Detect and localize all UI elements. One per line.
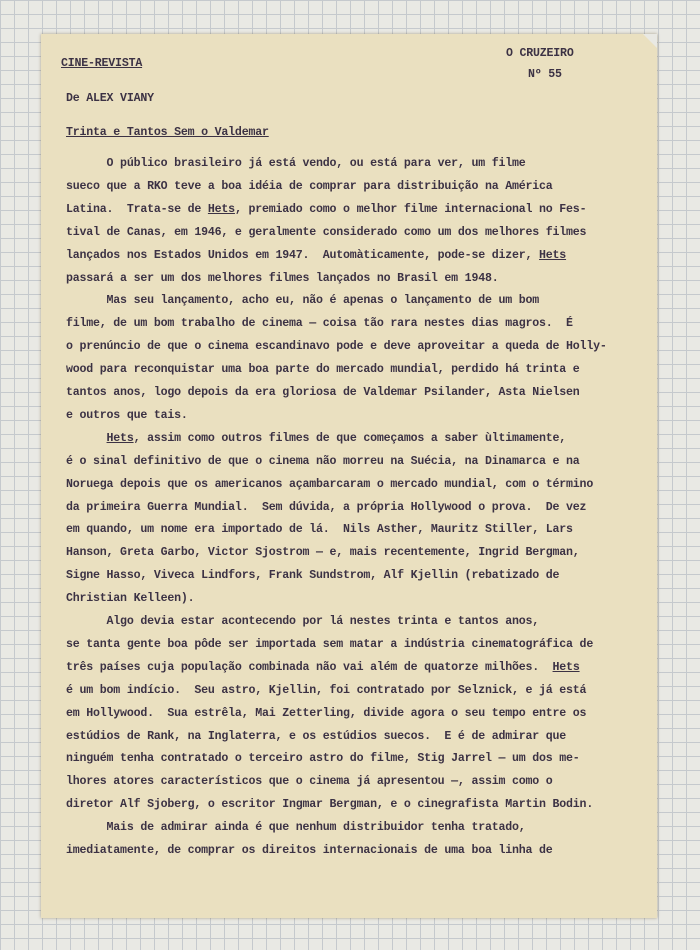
body-line: em Hollywood. Sua estrêla, Mai Zetterling, divide agora o seu tempo entre os	[66, 706, 587, 720]
body-line: ninguém tenha contratado o terceiro astro do filme, Stig Jarrel — um dos me-	[66, 752, 580, 766]
body-line: o prenúncio de que o cinema escandinavo pode e deve aproveitar a queda de Holly-	[66, 340, 607, 354]
body-line: Hanson, Greta Garbo, Victor Sjostrom — e, mais recentemente, Ingrid Bergman,	[66, 546, 580, 560]
body-line: Signe Hasso, Viveca Lindfors, Frank Sundstrom, Alf Kjellin (rebatizado de	[66, 569, 560, 583]
body-line: se tanta gente boa pôde ser importada sem matar a indústria cinematográfica de	[66, 637, 594, 651]
body-line: é o sinal definitivo de que o cinema não morreu na Suécia, na Dinamarca e na	[66, 454, 580, 468]
article-title: Trinta e Tantos Sem o Valdemar	[66, 126, 269, 139]
body-line: três países cuja população combinada não vai além de quatorze milhões. Hets	[66, 660, 580, 674]
body-line: tantos anos, logo depois da era gloriosa de Valdemar Psilander, Asta Nielsen	[66, 386, 580, 399]
body-line: Algo devia estar acontecendo por lá nestes trinta e tantos anos,	[66, 615, 540, 628]
body-line: Christian Kelleen).	[66, 592, 195, 606]
issue-number: Nº 55	[528, 68, 562, 81]
author-line: De ALEX VIANY	[66, 92, 154, 105]
body-line: em quando, um nome era importado de lá. Nils Asther, Mauritz Stiller, Lars	[66, 523, 573, 537]
body-line: estúdios de Rank, na Inglaterra, e os estúdios suecos. E é de admirar que	[66, 729, 567, 743]
body-line: filme, de um bom trabalho de cinema — coisa tão rara nestes dias magros. É	[66, 317, 573, 331]
body-line: tival de Canas, em 1946, e geralmente considerado como um dos melhores filmes	[66, 225, 587, 239]
body-line: Mas seu lançamento, acho eu, não é apenas o lançamento de um bom	[66, 294, 540, 308]
body-line: wood para reconquistar uma boa parte do mercado mundial, perdido há trinta e	[66, 363, 580, 377]
folded-corner	[643, 34, 657, 48]
body-line: lançados nos Estados Unidos em 1947. Automàticamente, pode-se dizer, Hets	[66, 248, 567, 262]
body-line: é um bom indício. Seu astro, Kjellin, foi contratado por Selznick, e já está	[66, 683, 587, 697]
body-line: diretor Alf Sjoberg, o escritor Ingmar Bergman, e o cinegrafista Martin Bodin.	[66, 798, 594, 812]
body-line: imediatamente, de comprar os direitos internacionais de uma boa linha de	[66, 844, 553, 857]
body-line: da primeira Guerra Mundial. Sem dúvida, a própria Hollywood o prova. De vez	[66, 500, 587, 514]
body-line: O público brasileiro já está vendo, ou está para ver, um filme	[66, 157, 526, 170]
body-line: Latina. Trata-se de Hets, premiado como o melhor filme internacional no Fes-	[66, 202, 587, 216]
body-line: Hets, assim como outros filmes de que começamos a saber ùltimamente,	[106, 431, 567, 445]
body-line: Mais de admirar ainda é que nenhum distribuidor tenha tratado,	[66, 821, 526, 835]
body-line: lhores atores característicos que o cinema já apresentou —, assim como o	[66, 775, 553, 789]
body-line: Noruega depois que os americanos açambarcaram o mercado mundial, com o término	[66, 477, 594, 491]
magazine-name: O CRUZEIRO	[506, 47, 574, 60]
body-line: e outros que tais.	[66, 408, 188, 422]
body-line: passará a ser um dos melhores filmes lançados no Brasil em 1948.	[66, 271, 499, 285]
body-line: sueco que a RKO teve a boa idéia de comprar para distribuição na América	[66, 179, 553, 193]
typewritten-page	[41, 34, 657, 918]
section-label: CINE-REVISTA	[61, 57, 143, 70]
